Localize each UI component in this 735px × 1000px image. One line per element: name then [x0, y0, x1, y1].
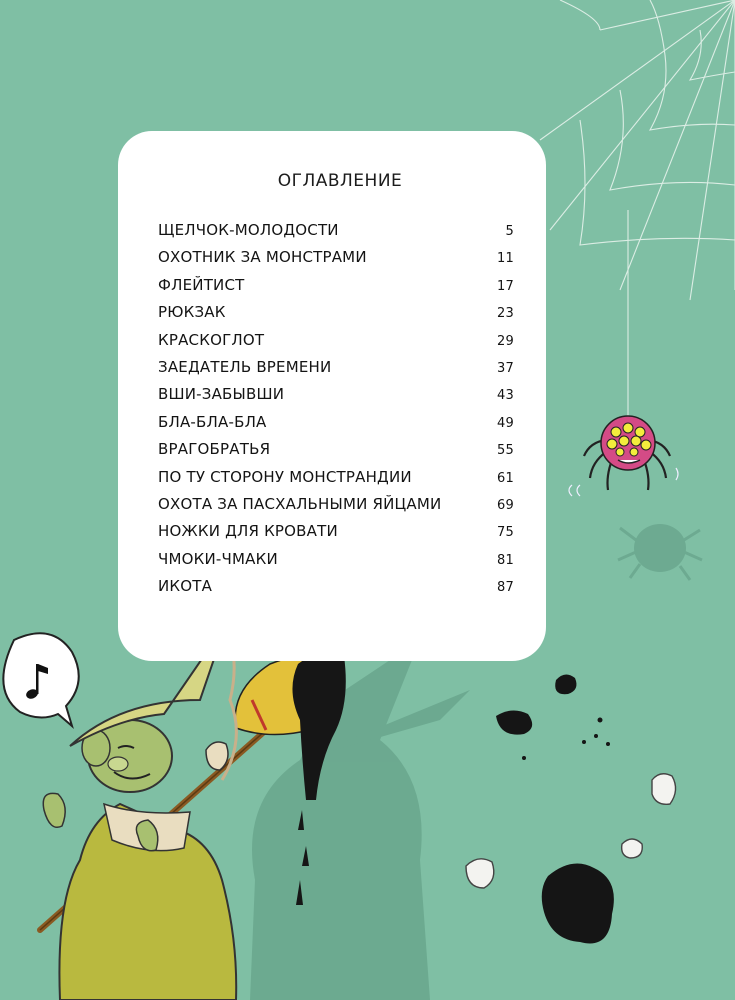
toc-entry[interactable] [158, 522, 514, 549]
spider [569, 416, 678, 496]
toc-entry-title: ОХОТНИК ЗА МОНСТРАМИ [158, 248, 367, 267]
toc-entry-page: 81 [497, 552, 514, 568]
toc-entry-page: 61 [497, 470, 514, 486]
toc-entry[interactable] [158, 221, 514, 248]
toc-entry-title: КРАСКОГЛОТ [158, 330, 265, 349]
toc-entry-title: НОЖКИ ДЛЯ КРОВАТИ [158, 522, 338, 541]
toc-entry-title: ОХОТА ЗА ПАСХАЛЬНЫМИ ЯЙЦАМИ [158, 494, 442, 513]
toc-entry[interactable] [158, 495, 514, 522]
toc-entry-title: ВШИ-ЗАБЫВШИ [158, 385, 285, 404]
toc-entry-title: ИКОТА [158, 577, 213, 596]
toc-entry-page: 87 [497, 580, 514, 596]
toc-entry-page: 5 [505, 224, 514, 239]
toc-entry-page: 55 [497, 443, 514, 459]
toc-entry-title: ЩЕЛЧОК-МОЛОДОСТИ [158, 221, 339, 239]
toc-entry[interactable] [158, 550, 514, 577]
toc-entry-page: 37 [497, 360, 514, 376]
toc-entry-title: БЛА-БЛА-БЛА [158, 412, 267, 431]
toc-entry-page: 11 [497, 251, 514, 267]
toc-entry-title: ВРАГОБРАТЬЯ [158, 440, 271, 459]
toc-entry[interactable] [158, 358, 514, 385]
toc-entry[interactable] [158, 440, 514, 467]
toc-entry-title: РЮКЗАК [158, 303, 226, 322]
toc-entry[interactable] [158, 577, 514, 604]
speech-bubble [3, 633, 78, 726]
toc-entry-page: 75 [497, 525, 514, 541]
toc-title: ОГЛАВЛЕНИЕ [277, 171, 403, 191]
toc-entry-page: 49 [497, 415, 514, 431]
toc-entry-page: 43 [497, 388, 514, 404]
toc-entry[interactable] [158, 385, 514, 412]
toc-entry-title: ЗАЕДАТЕЛЬ ВРЕМЕНИ [158, 357, 332, 376]
toc-entry[interactable] [158, 276, 514, 303]
spider-web [540, 0, 735, 425]
toc-entry-page: 23 [497, 306, 514, 322]
toc-entry[interactable] [158, 303, 514, 330]
toc-entry-page: 69 [497, 497, 514, 513]
ink-blobs [496, 674, 614, 943]
toc-entry-page: 29 [497, 333, 514, 349]
toc-entry[interactable] [158, 468, 514, 495]
toc-entry-page: 17 [497, 278, 514, 294]
toc-entry[interactable] [158, 248, 514, 275]
toc-list [158, 221, 514, 604]
spider-shadow [618, 524, 702, 580]
table-of-contents [118, 131, 546, 661]
toc-entry-title: ЧМОКИ-ЧМАКИ [158, 549, 278, 568]
toc-entry-title: ПО ТУ СТОРОНУ МОНСТРАНДИИ [158, 467, 412, 486]
toc-entry-title: ФЛЕЙТИСТ [158, 275, 245, 294]
toc-entry[interactable] [158, 413, 514, 440]
toc-entry[interactable] [158, 331, 514, 358]
